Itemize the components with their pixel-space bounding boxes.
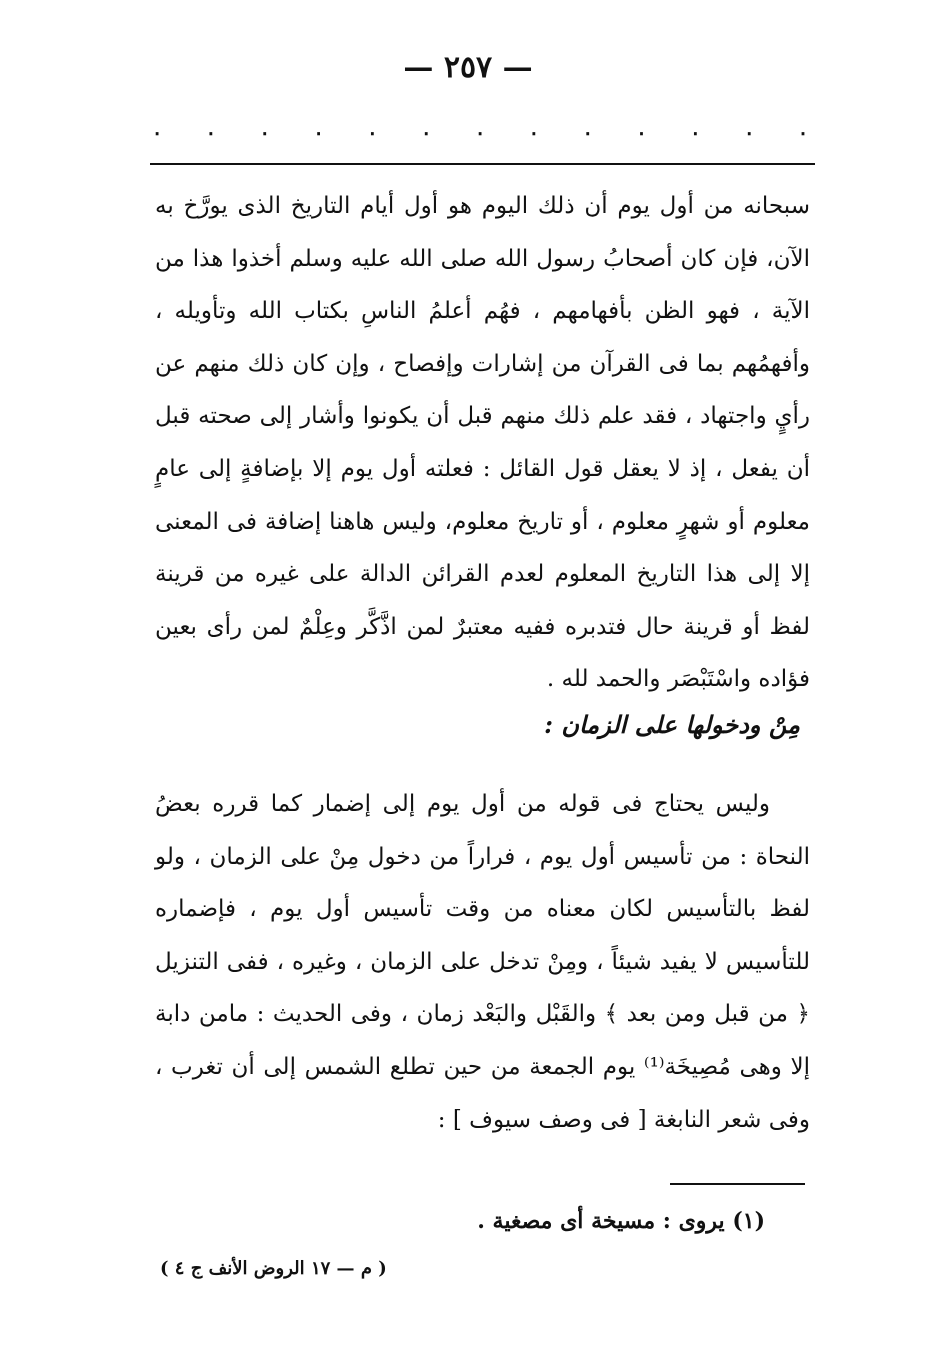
- footnote-rule: [670, 1183, 805, 1185]
- header-rule: [150, 163, 815, 165]
- ornament-dot: ٠: [257, 118, 272, 148]
- signature-mark: ( م — ١٧ الروض الأنف ج ٤ ): [160, 1258, 387, 1279]
- ornament-dot: ٠: [580, 118, 595, 148]
- ornament-dot: ٠: [150, 118, 165, 148]
- section-heading: مِنْ ودخولها على الزمان :: [544, 710, 800, 739]
- ornament-dot: ٠: [419, 118, 434, 148]
- body-paragraph-2: [155, 778, 810, 1146]
- ornament-dot: ٠: [203, 118, 218, 148]
- ornament-dot: ٠: [634, 118, 649, 148]
- ornament-dot: ٠: [526, 118, 541, 148]
- ornament-dot: ٠: [311, 118, 326, 148]
- paragraph-text: وليس يحتاج فى قوله من أول يوم إلى إضمار كما قرره بعضُ النحاة : من تأسيس أول يوم ، فراراً من دخول مِنْ على الزمان ، ولو لفظ بالتأسيس لكان معناه من وقت تأسيس أول يوم ، فإضماره للتأسيس لا يفيد شيئاً ، ومِنْ تدخل على الزمان ، وغيره ، ففى التنزيل ﴿ من قبل ومن بعد ﴾ والقَبْل والبَعْد زمان ، وفى الحديث : مامن دابة إلا وهى مُصِيخَة⁽¹⁾ يوم الجمعة من حين تطلع الشمس إلى أن تغرب ، وفى شعر النابغة [ فى وصف سيوف ] :: [155, 791, 810, 1133]
- ornament-dot: ٠: [473, 118, 488, 148]
- ornament-dots-row: [150, 118, 810, 148]
- footnote: (١) يروى : مسيخة أى مصغية .: [477, 1208, 765, 1234]
- ornament-dot: ٠: [365, 118, 380, 148]
- paragraph-text: سبحانه من أول يوم أن ذلك اليوم هو أول أيام التاريخ الذى يورَّخ به الآن، فإن كان أصحابُ رسول الله صلى الله عليه وسلم أخذوا هذا من الآية ، فهو الظن بأفهامهم ، فهُم أعلمُ الناسِ بكتاب الله وتأويله ، وأفهمُهم بما فى القرآن من إشارات وإفصاح ، وإن كان ذلك منهم عن رأيٍ واجتهاد ، فقد علم ذلك منهم قبل أن يكونوا وأشار إلى صحته قبل أن يفعل ، إذ لا يعقل قول القائل : فعلته أول يوم إلا بإضافةٍ إلى عامٍ معلوم أو شهرٍ معلوم ، أو تاريخ معلوم، وليس هاهنا إضافة فى المعنى إلا إلى هذا التاريخ المعلوم لعدم القرائن الدالة على غيره من قرينة لفظ أو قرينة حال فتدبره ففيه معتبرٌ لمن اذَّكَّر وعِلْمٌ لمن رأى بعين فؤاده واسْتَبْصَر والحمد لله .: [155, 193, 810, 693]
- ornament-dot: ٠: [688, 118, 703, 148]
- ornament-dot: ٠: [742, 118, 757, 148]
- body-paragraph-1: [155, 180, 810, 706]
- page-number: — ٢٥٧ —: [403, 50, 533, 85]
- ornament-dot: ٠: [796, 118, 810, 148]
